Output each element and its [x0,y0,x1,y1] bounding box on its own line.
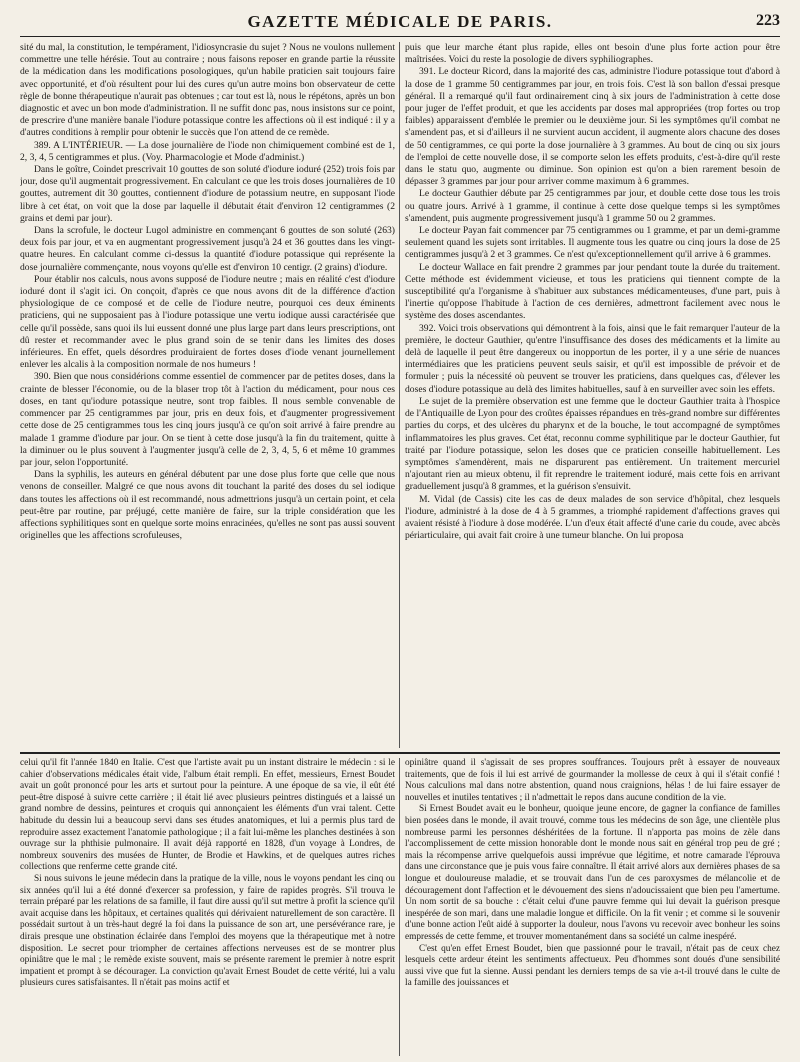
paragraph: 392. Voici trois observations qui démontrent à la fois, ainsi que le fait remarquer l'auteur de la première, le docteur Gauthier, qu'entre l'insuffisance des doses des médicaments et la limite au delà de laquelle il peut être dangereux ou inopportun de les porter, il y a une série de nuances intermédiaires que les praticiens peuvent seuls saisir, et qu'il est impossible de prévoir et de formuler ; puis la nécessité où peuvent se trouver les praticiens, dans quelques cas, d'élever les doses d'iodure potassique au delà des limites habituelles, sauf à en surveiller avec soin les effets. [405,322,780,395]
right-column [405,42,780,748]
paragraph: puis que leur marche étant plus rapide, elles ont besoin d'une plus forte action pour être maîtrisées. Voici du reste la posologie de divers syphiliographes. [405,42,780,66]
column-rule [399,42,400,748]
page-header [20,10,780,37]
paragraph: 391. Le docteur Ricord, dans la majorité des cas, administre l'iodure potassique tout d'abord à la dose de 1 gramme 50 centigrammes par jour, en trois fois. C'est là son ballon d'essai presque général. Il a remarqué qu'il faut ordinairement cinq à six jours de l'administration à cette dose pour juger de l'effet produit, et que les accidents par doses mal appropriées (trop fortes ou trop faibles) apparaissent d'emblée le premier ou le deuxième jour. Si les symptômes qu'il combat ne s'amendent pas, et si d'ailleurs il ne survient aucun accident, il augmente alors chacune des doses de 50 centigrammes, ce qui porte la dose journalière à 3 grammes. Au bout de cinq ou six jours de l'emploi de cette nouvelle dose, il se comporte selon les effets produits, c'est-à-dire qu'il reste dans le statu quo, augmente ou diminue. Son opinion est qu'on a bien rarement besoin de dépasser 3 grammes par jour pour arriver comme maximum à 6 grammes. [405,66,780,188]
paragraph: Dans le goître, Coindet prescrivait 10 gouttes de son soluté d'iodure ioduré (252) trois fois par jour, dose qu'il augmentait progressivement. En calculant ce que les trois doses journalières de 10 gouttes, autrement dit 30 gouttes, contiennent d'iodure de potassium neutre, en supposant l'iode libre à cet état, on voit que la dose par laquelle il débutait était d'environ 12 centigrammes (2 grains et demi par jour). [20,164,395,224]
paragraph: Si Ernest Boudet avait eu le bonheur, quoique jeune encore, de gagner la confiance de familles bien posées dans le monde, il avait trouvé, comme tous les médecins de son âge, une clientèle plus nombreuse parmi les personnes déshéritées de la fortune. Il n'apporta pas moins de zèle dans l'accomplissement de cette mission honorable dont le monde nous sait en général trop peu de gré ; mais la récompense arrive quelquefois aussi imprévue que légitime, et notre camarade l'éprouva dans une circonstance que je puis vous faire connaître. Il était arrivé alors aux dernières phases de sa longue et douloureuse maladie, et se trouvait dans l'un de ces paroxysmes de mélancolie et de découragement dont l'affection et le dévouement des siens n'adoucissaient que bien peu l'amertume. Un nom sortit de sa bouche : c'était celui d'une pauvre femme qui lui devait la guérison presque inespérée de son mari, dans une maladie longue et difficile. On la fit venir ; et comme si le souvenir d'une bonne action l'eût aidé à supporter la douleur, nous l'avons vu recevoir avec bonheur les soins empressés de cette femme, et trouver momentanément dans sa société un calme inespéré. [405,804,780,942]
feuilleton [20,758,780,1056]
paragraph: sité du mal, la constitution, le tempérament, l'idiosyncrasie du sujet ? Nous ne voulons nullement commettre une telle hérésie. Tout au contraire ; nous faisons reposer en grande partie la réussite de la médication dans les modifications posologiques, qu'un habile praticien sait toujours faire avec opportunité, et d'où résultent pour lui des cures qu'un autre moins bon observateur de cette règle de bonne thérapeutique n'aurait pas obtenues ; car tout est là, nous le répétons, après un bon diagnostic et avec un bon mode d'administration. Il ne suffit donc pas, nous insistons sur ce point, de prescrire d'une manière banale l'iodure potassique contre les affections où il est indiqué : il y a d'autres conditions à remplir pour obtenir le succès que l'on attend de ce remède. [20,42,395,139]
paragraph: M. Vidal (de Cassis) cite les cas de deux malades de son service d'hôpital, chez lesquels l'iodure, administré à la dose de 4 à 5 grammes, a triomphé rapidement d'affections graves qui avaient résisté à l'iodure à dose modérée. L'un d'eux était affecté d'une carie du coude, avec abcès périarticulaire, qui avait fait croire à une tumeur blanche. On lui proposa [405,493,780,542]
paragraph: 389. A L'INTÉRIEUR. — La dose journalière de l'iode non chimiquement combiné est de 1, 2, 3, 4, 5 centigrammes et plus. (Voy. Pharmacologie et Mode d'administ.) [20,139,395,163]
page-number: 223 [756,12,780,29]
paragraph: celui qu'il fit l'année 1840 en Italie. C'est que l'artiste avait pu un instant distraire le médecin : si le cahier d'observations médicales était vide, l'album était rempli. En effet, messieurs, Ernest Boudet avait un goût prononcé pour les arts et surtout pour la peinture. A une époque de sa vie, il eût été peut-être disposé à suivre cette carrière ; il était lié avec plusieurs peintres distingués et a laissé un grand nombre de dessins, peintures et croquis qui annonçaient les éléments d'un vrai talent. Cette habitude du dessin lui a beaucoup servi dans ses études anatomiques, et lui a permis plus tard de reproduire assez exactement l'anatomie pathologique ; il a fait lui-même les planches destinées à son ouvrage sur la phthisie pulmonaire. Il avait déjà rapporté en 1828, d'un voyage à Londres, de nombreux souvenirs des musées de Hunter, de Brodie et Hawkins, et de quelques autres riches collections que renferme cette grande cité. [20,758,395,873]
paragraph: Le docteur Gauthier débute par 25 centigrammes par jour, et double cette dose tous les trois ou quatre jours. Arrivé à 1 gramme, il continue à cette dose quelque temps si les symptômes s'amendent, puis augmente progressivement jusqu'à 1 gramme 50 ou 2 grammes. [405,188,780,224]
paragraph: opiniâtre quand il s'agissait de ses propres souffrances. Toujours prêt à essayer de nouveaux traitements, que de fois il lui est arrivé de gourmander la mollesse de ceux à qui il s'était confié ! Nous calculions mal dans notre abstention, quand nous craignions, hélas ! de lui faire essayer de nouvelles et inutiles tentatives ; il n'admettait le repos dans aucune condition de la vie. [405,758,780,803]
paragraph: Dans la syphilis, les auteurs en général débutent par une dose plus forte que celle que nous venons de conseiller. Malgré ce que nous avons dit touchant la parité des doses du sel iodique dans toutes les affections où il est recommandé, nous admettrions jusqu'à un certain point, et cela peut-être par routine, par préjugé, cette manière de faire, sur la triple considération que les affections syphilitiques sont en quelque sorte moins enracinées, qu'elles ne sont pas aussi souvent originelles que les affections scrofuleuses, [20,469,395,542]
feuilleton-right-column [405,758,780,1056]
paragraph: C'est qu'en effet Ernest Boudet, bien que passionné pour le travail, n'était pas de ceux chez lesquels cette ardeur éteint les sentiments affectueux. Peu d'hommes sont doués d'une sensibilité aussi vive que fut la sienne. Aussi pendant les derniers temps de sa vie a-t-il trouvé dans le culte de la famille des jouissances et [405,943,780,989]
feuilleton-left-column [20,758,395,1056]
main-article [20,42,780,748]
paragraph: Dans la scrofule, le docteur Lugol administre en commençant 6 gouttes de son soluté (263) deux fois par jour, et va en augmentant progressivement jusqu'à 24 et 36 gouttes dans les vingt-quatre heures. En calculant comme ci-dessus la quantité d'iodure potassique qui représente la dose journalière commençante, nous voyons qu'elle est d'environ 10 centigr. (2 grains) d'iodure. [20,225,395,273]
paragraph: Le sujet de la première observation est une femme que le docteur Gauthier traita à l'hospice de l'Antiquaille de Lyon pour des croûtes épaisses répandues en très-grand nombre sur différentes parties du corps, et des ulcères du pharynx et de la bouche, le tout accompagné de symptômes inflammatoires les plus graves. Cet état, reconnu comme syphilitique par le docteur Gauthier, fut traité par l'iodure potassique, selon les doses que ce praticien conseille habituellement. Les symptômes s'amendèrent, mais ne disparurent pas entièrement. Un traitement mercuriel n'ajoutant rien au mieux obtenu, il fit reprendre le traitement ioduré, mais cette fois en arrivant graduellement jusqu'à 8 grammes, et la guérison s'ensuivit. [405,395,780,493]
paragraph: Pour établir nos calculs, nous avons supposé de l'iodure neutre ; mais en réalité c'est d'iodure ioduré dont il s'agit ici. On conçoit, d'après ce que nous avons dit de la différence d'action physiologique de ce composé et de celle de l'iodure neutre, pourquoi ces deux éminents praticiens, qui ne supposaient pas à l'iodure potassique une vertu iodique aussi caractérisée que celle qu'il possède, sans quoi ils lui eussent donné une plus large part dans leurs prescriptions, ont dû rester et recommander avec le plus grand soin de se tenir dans les limites des doses inférieures. En effet, quels désordres produiraient de fortes doses d'iode venant journellement enlever les alcalis à la composition normale de nos humeurs ! [20,273,395,371]
paragraph: 390. Bien que nous considérions comme essentiel de commencer par de petites doses, dans la crainte de blesser l'économie, ou de la blaser trop tôt à l'action du médicament, pour nous ces doses, en tant qu'iodure potassique neutre, sont trop faibles. Il nous semble convenable de commencer par 25 centigrammes par jour, pris en deux fois, et d'augmenter progressivement cette dose de 25 centigrammes tous les cinq jours jusqu'à ce qu'on soit arrivé à faire prendre au malade 1 gramme d'iodure par jour. On se tient à cette dose jusqu'à la fin du traitement, quitte à la diminuer ou le plus souvent à l'augmenter jusqu'à celle de 2, 3, 4, 5, 6 et même 10 grammes par jour, selon l'opportunité. [20,371,395,468]
paragraph: Le docteur Payan fait commencer par 75 centigrammes ou 1 gramme, et par un demi-gramme seulement quand les sujets sont irritables. Il augmente tous les quatre ou cinq jours la dose de 25 centigrammes jusqu'à 2 et 3 grammes. Ce n'est qu'exceptionnellement qu'il arrive à 6 grammes. [405,225,780,261]
journal-title: GAZETTE MÉDICALE DE PARIS. [247,12,553,31]
feuilleton-rule [20,752,780,754]
left-column [20,42,395,748]
paragraph: Le docteur Wallace en fait prendre 2 grammes par jour pendant toute la durée du traitement. Cette méthode est évidemment vicieuse, et tous les praticiens qui tiennent compte de la susceptibilité qu'a l'organisme à s'habituer aux substances médicamenteuses, d'une part, puis à l'inertie qu'oppose l'habitude à l'action de ces dernières, admettront facilement avec nous le système des doses ascendantes. [405,261,780,322]
feuilleton-column-rule [399,758,400,1056]
paragraph: Si nous suivons le jeune médecin dans la pratique de la ville, nous le voyons pendant les cinq ou six années qu'il lui a été donné d'exercer sa profession, y faire de rapides progrès. S'il trouva le terrain préparé par les relations de sa famille, il faut dire aussi qu'il sut mettre à profit la science qu'il avait acquise dans les hôpitaux, et certaines qualités qui dérivaient naturellement de son caractère. Il possédait surtout à un très-haut degré la foi dans la puissance de son art, une persévérance rare, je dirais presque une obstination éclairée dans l'emploi des moyens que la thérapeutique met à notre disposition. Le secret pour triompher de certaines affections nerveuses est de se montrer plus opiniâtre que le mal ; le remède existe souvent, mais se présente rarement le premier à notre esprit impatient et prompt à se décourager. La conviction qu'avait Ernest Boudet de cette vérité, lui a valu plusieurs cures satisfaisantes. Il n'était pas moins actif et [20,873,395,989]
